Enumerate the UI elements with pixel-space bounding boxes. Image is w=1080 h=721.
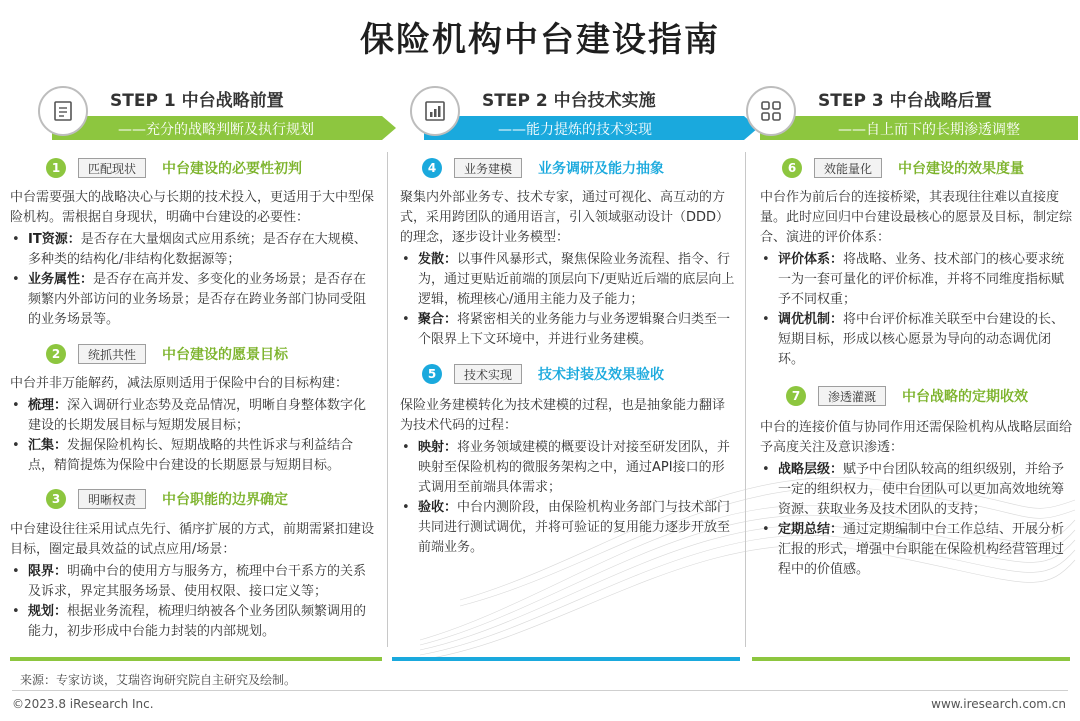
step-1-title: STEP 1 中台战略前置 [110,91,284,111]
section-3-intro: 中台建设往往采用试点先行、循序扩展的方式，前期需紧扣建设目标，圈定最具效益的试点应用/场景： [10,522,375,557]
section-title: 技术封装及效果验收 [538,367,665,383]
section-number-badge: 7 [786,386,806,406]
column-3-bottom-bar [752,657,1070,661]
section-number-badge: 4 [422,158,442,178]
section-tag: 效能量化 [814,158,882,178]
section-4-header [422,156,664,180]
grid-icon [746,86,796,136]
step-3-header [746,84,1078,144]
document-icon [38,86,88,136]
section-title: 中台战略的定期收效 [902,389,1029,405]
section-6-intro: 中台作为前后台的连接桥梁，其表现往往难以直接度量。此时应回归中台建设最核心的愿景及目标，制定综合、演进的评价体系： [760,190,1073,245]
step-2-subtitle: ——能力提炼的技术实现 [498,122,652,138]
section-title: 业务调研及能力抽象 [538,161,665,177]
section-number-badge: 5 [422,364,442,384]
section-title: 中台建设的效果度量 [898,161,1025,177]
section-5-header [422,362,664,386]
section-number-badge: 6 [782,158,802,178]
chart-icon [410,86,460,136]
list-item: • 聚合：将紧密相关的业务能力与业务逻辑聚合归类至一个限界上下文环境中，并进行业务建模。 [400,310,736,350]
column-divider [745,152,746,647]
section-number-badge: 2 [46,344,66,364]
list-item: • 梳理：深入调研行业态势及竞品情况，明晰自身整体数字化建设的长期发展目标与短期发展目标； [10,396,378,436]
section-3-header [46,487,288,511]
list-item: • 映射：将业务领域建模的概要设计对接至研发团队，并映射至保险机构的微服务架构之中，通过API接口的形式调用至前端具体需求； [400,438,736,498]
section-tag: 匹配现状 [78,158,146,178]
list-item: • 评价体系：将战略、业务、技术部门的核心要求统一为一套可量化的评价标准，并将不同维度指标赋予不同权重； [760,250,1072,310]
footer-divider [12,690,1068,691]
list-item: • IT资源：是否存在大量烟囱式应用系统；是否存在大规模、多种类的结构化/非结构化数据源等； [10,230,378,270]
section-7-header [786,384,1028,408]
section-1-intro: 中台需要强大的战略决心与长期的技术投入，更适用于大中型保险机构。需根据自身现状，明确中台建设的必要性： [10,190,375,225]
section-tag: 统抓共性 [78,344,146,364]
section-1-bullets [10,230,378,330]
list-item: • 业务属性：是否存在高并发、多变化的业务场景；是否存在频繁内外部访问的业务场景；是否存在跨业务部门协同受阻的业务场景等。 [10,270,378,330]
list-item: • 调优机制：将中台评价标准关联至中台建设的长、短期目标，形成以核心愿景为导向的动态调优闭环。 [760,310,1072,370]
page-title: 保险机构中台建设指南 [360,20,720,60]
section-5-intro: 保险业务建模转化为技术建模的过程，也是抽象能力翻译为技术代码的过程： [400,398,726,433]
step-1-header [38,84,396,144]
step-3-subtitle: ——自上而下的长期渗透调整 [838,122,1020,138]
column-1-bottom-bar [10,657,382,661]
list-item: • 汇集：发掘保险机构长、短期战略的共性诉求与利益结合点，精简提炼为保险中台建设的长期愿景与短期目标。 [10,436,378,476]
column-divider [387,152,388,647]
section-tag: 业务建模 [454,158,522,178]
section-5-bullets [400,438,736,558]
section-4-intro: 聚集内外部业务专、技术专家，通过可视化、高互动的方式，采用跨团队的通用语言，引入领域驱动设计（DDD）的理念，逐步设计业务模型： [400,190,730,245]
section-7-intro: 中台的连接价值与协同作用还需保险机构从战略层面给予高度关注及意识渗透： [760,420,1073,455]
section-tag: 明晰权责 [78,489,146,509]
section-title: 中台建设的愿景目标 [162,347,289,363]
section-7-bullets [760,460,1072,580]
section-2-bullets [10,396,378,476]
section-3-bullets [10,562,378,642]
section-number-badge: 1 [46,158,66,178]
step-1-subtitle: ——充分的战略判断及执行规划 [118,122,314,138]
column-2-bottom-bar [392,657,740,661]
copyright: ©2023.8 iResearch Inc. [12,697,154,711]
list-item: • 验收：中台内测阶段，由保险机构业务部门与技术部门共同进行测试调优，并将可验证的复用能力逐步开放至前端业务。 [400,498,736,558]
section-4-bullets [400,250,736,350]
list-item: • 规划：根据业务流程，梳理归纳被各个业务团队频繁调用的能力，初步形成中台能力封装的内部规划。 [10,602,378,642]
step-2-title: STEP 2 中台技术实施 [482,91,656,111]
list-item: • 定期总结：通过定期编制中台工作总结、开展分析汇报的形式，增强中台职能在保险机构经营管理过程中的价值感。 [760,520,1072,580]
section-6-bullets [760,250,1072,370]
section-number-badge: 3 [46,489,66,509]
step-3-title: STEP 3 中台战略后置 [818,91,992,111]
section-6-header [782,156,1024,180]
list-item: • 战略层级：赋予中台团队较高的组织级别，并给予一定的组织权力，使中台团队可以更加高效地统筹资源、获取业务及技术团队的支持； [760,460,1072,520]
section-2-intro: 中台并非万能解药，减法原则适用于保险中台的目标构建： [10,376,349,391]
website-url: www.iresearch.com.cn [931,697,1066,711]
section-tag: 渗透灌溉 [818,386,886,406]
section-title: 中台建设的必要性初判 [162,161,303,177]
source-note: 来源：专家访谈，艾瑞咨询研究院自主研究及绘制。 [20,673,297,687]
section-2-header [46,342,288,366]
list-item: • 发散：以事件风暴形式，聚焦保险业务流程、指令、行为，通过更贴近前端的顶层向下/更贴近后端的底层向上逻辑，梳理核心/通用主能力及子能力； [400,250,736,310]
list-item: • 限界：明确中台的使用方与服务方，梳理中台干系方的关系及诉求，界定其服务场景、使用权限、接口定义等； [10,562,378,602]
section-title: 中台职能的边界确定 [162,492,289,508]
section-1-header [46,156,302,180]
step-2-header [410,84,755,144]
section-tag: 技术实现 [454,364,522,384]
